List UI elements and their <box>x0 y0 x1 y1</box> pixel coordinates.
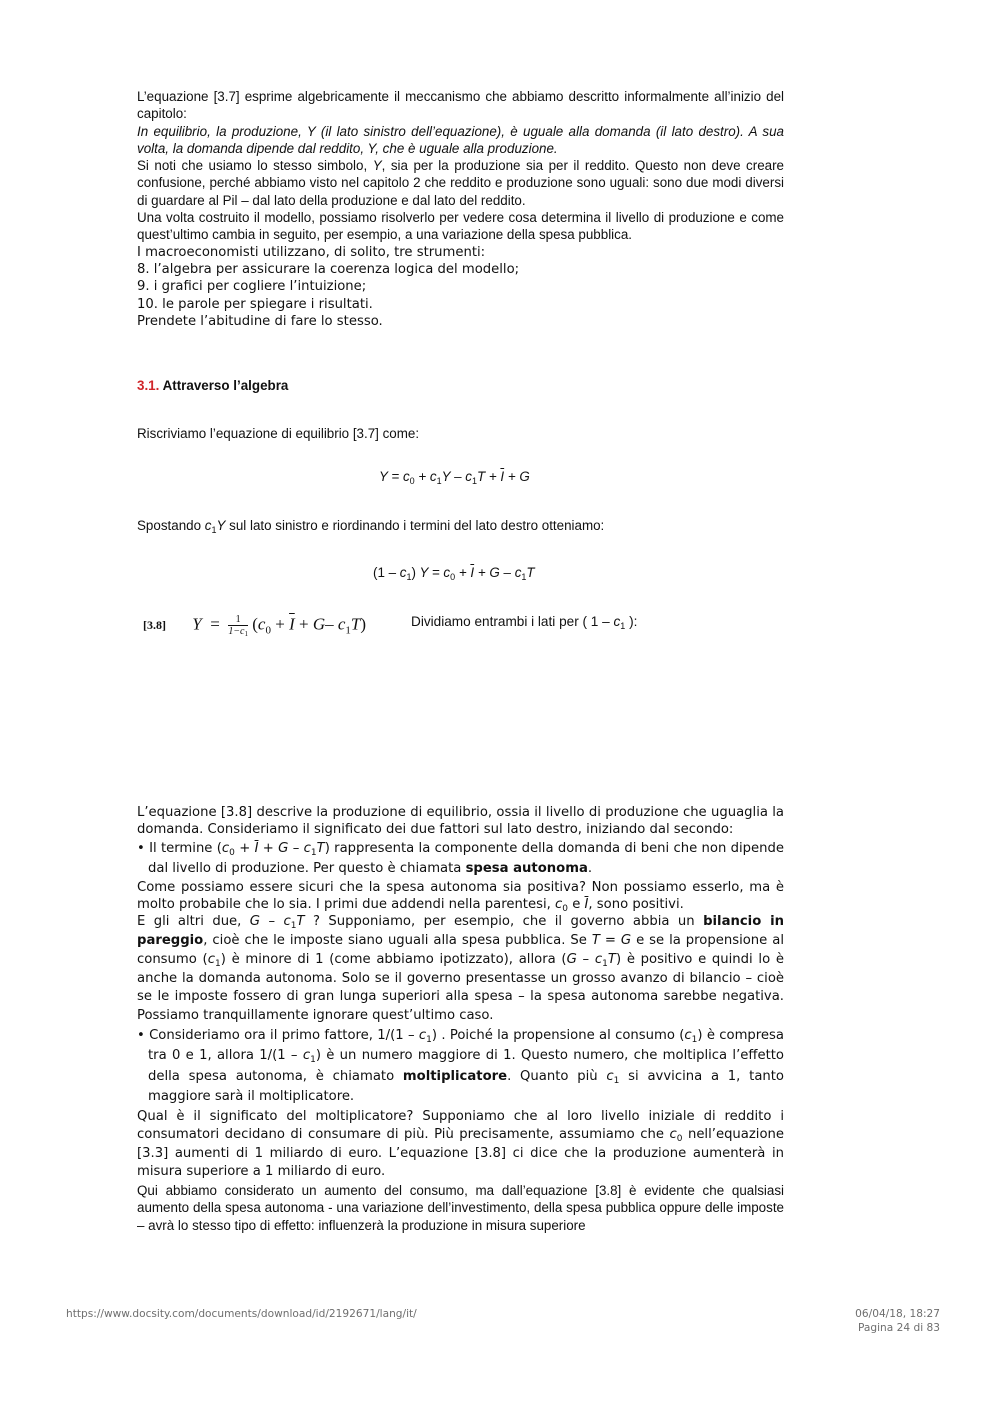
section-heading <box>137 378 288 393</box>
footer-url: https://www.docsity.com/documents/download/id/2192671/lang/it/ <box>66 1308 417 1320</box>
paragraph: Una volta costruito il modello, possiamo risolverlo per vedere cosa determina il livello di produzione e come quest’ultimo cambia in seguito, per esempio, a una variazione della spesa pubblica. <box>137 210 784 243</box>
multiplier-fraction: $\frac{1}{1-c_1}$ <box>228 614 248 638</box>
paragraph: Riscriviamo l’equazione di equilibrio [3.7] come: <box>137 426 420 441</box>
footer-page: Pagina 24 di 83 <box>857 1322 940 1334</box>
paragraph: Qual è il significato del moltiplicatore? Supponiamo che al loro livello iniziale di reddito i consumatori decidano di consumare di più. Più precisamente, assumiamo che $c_0$ nell’equazione [3.3] aumenti di 1 miliardo di euro. L’equazione [3.8] ci dice che la produzione aumenterà in misura superiore a 1 miliardo di euro. <box>137 1108 785 1180</box>
list-item: 8. l’algebra per assicurare la coerenza logica del modello; <box>137 261 520 277</box>
bullet-item: • Consideriamo ora il primo fattore, $1/(1 - c_1)$ . Poiché la propensione al consumo $(c_1)$ è compresa tra 0 e 1, allora $1/(1 - c_1)$ è un numero maggiore di 1. Questo numero, che moltiplica l’effetto della spesa autonoma, è chiamato moltiplicatore. Quanto più $c_1$ si avvicina a 1, tanto maggiore sarà il moltiplicatore. <box>137 1027 785 1105</box>
paragraph: L’equazione [3.7] esprime algebricamente il meccanismo che abbiamo descritto informalmente all’inizio del capitolo: <box>137 89 784 122</box>
paragraph: L’equazione [3.8] descrive la produzione di equilibrio, ossia il livello di produzione che uguaglia la domanda. Consideriamo il significato dei due fattori sul lato destro, iniziando dal secondo: <box>137 805 784 838</box>
footer-datetime: 06/04/18, 18:27 <box>855 1308 940 1320</box>
section-title: Attraverso l’algebra <box>162 378 289 393</box>
equation-3-8: [3.8] Y = $\frac{1}{1-c_1}$ ($c_0 + \overline{I} + G-$ $c_1T$) <box>143 614 367 638</box>
explanation-block <box>137 804 784 1234</box>
section-number: 3.1. <box>137 378 160 393</box>
paragraph: Spostando $c_1Y$ sul lato sinistro e riordinando i termini del lato destro otteniamo: <box>137 518 605 535</box>
divide-note: Dividiamo entrambi i lati per ( $1 - c_1$ ): <box>411 614 638 631</box>
list-item: 10. le parole per spiegare i risultati. <box>137 296 373 312</box>
paragraph: Come possiamo essere sicuri che la spesa autonoma sia positiva? Non possiamo esserlo, ma è molto probabile che lo sia. I primi due addendi nella parentesi, $c_0$ e $\overline{I}$, sono positivi. <box>137 879 784 914</box>
italic-statement: In equilibrio, la produzione, Y (il lato sinistro dell’equazione), è uguale alla domanda (il lato destro). A sua volta, la domanda dipende dal reddito, Y, che è uguale alla produzione. <box>137 123 784 156</box>
list-item: 9. i grafici per cogliere l’intuizione; <box>137 279 367 295</box>
intro-block <box>137 88 784 330</box>
paragraph: Si noti che usiamo lo stesso simbolo, Y, sia per la produzione sia per il reddito. Questo non deve creare confusione, perché abbiamo visto nel capitolo 2 che reddito e produzione sono uguali: sono due modi diversi di guardare al Pil – dal lato della produzione e dal lato del reddito. <box>137 158 784 208</box>
footer-meta <box>855 1307 940 1335</box>
list-outro: Prendete l’abitudine di fare lo stesso. <box>137 313 383 329</box>
list-intro: I macroeconomisti utilizzano, di solito, tre strumenti: <box>137 244 486 260</box>
equation-equilibrium: $Y = c_0 + c_1Y - c_1T + \overline{I} + G$ <box>379 469 530 486</box>
bullet-item: • Il termine $(c_0 + \overline{I} + G - c_1T)$ rappresenta la componente della domanda di beni che non dipende dal livello di produzione. Per questo è chiamata spesa autonoma. <box>137 840 785 876</box>
equation-tag: [3.8] <box>143 618 166 633</box>
paragraph: E gli altri due, G – $c_1T$ ? Supponiamo, per esempio, che il governo abbia un bilancio in pareggio, cioè che le imposte siano uguali alla spesa pubblica. Se T = G e se la propensione al consumo $(c_1)$ è minore di 1 (come abbiamo ipotizzato), allora $(G - c_1T)$ è positivo e quindi lo è anche la domanda autonoma. Solo se il governo presentasse un grosso avanzo di bilancio – cioè se le imposte fossero di gran lunga superiori alla spesa – la spesa autonoma sarebbe negativa. Possiamo tranquillamente ignorare quest’ultimo caso. <box>137 914 784 1024</box>
paragraph: Qui abbiamo considerato un aumento del consumo, ma dall’equazione [3.8] è evidente che qualsiasi aumento della spesa autonoma - una variazione dell’investimento, della spesa pubblica oppure delle imposte – avrà lo stesso tipo di effetto: influenzerà la produzione in misura superiore <box>137 1182 784 1233</box>
equation-rearranged: $(1 - c_1)$ $Y = c_0 + \overline{I} + G - c_1T$ <box>373 565 535 582</box>
